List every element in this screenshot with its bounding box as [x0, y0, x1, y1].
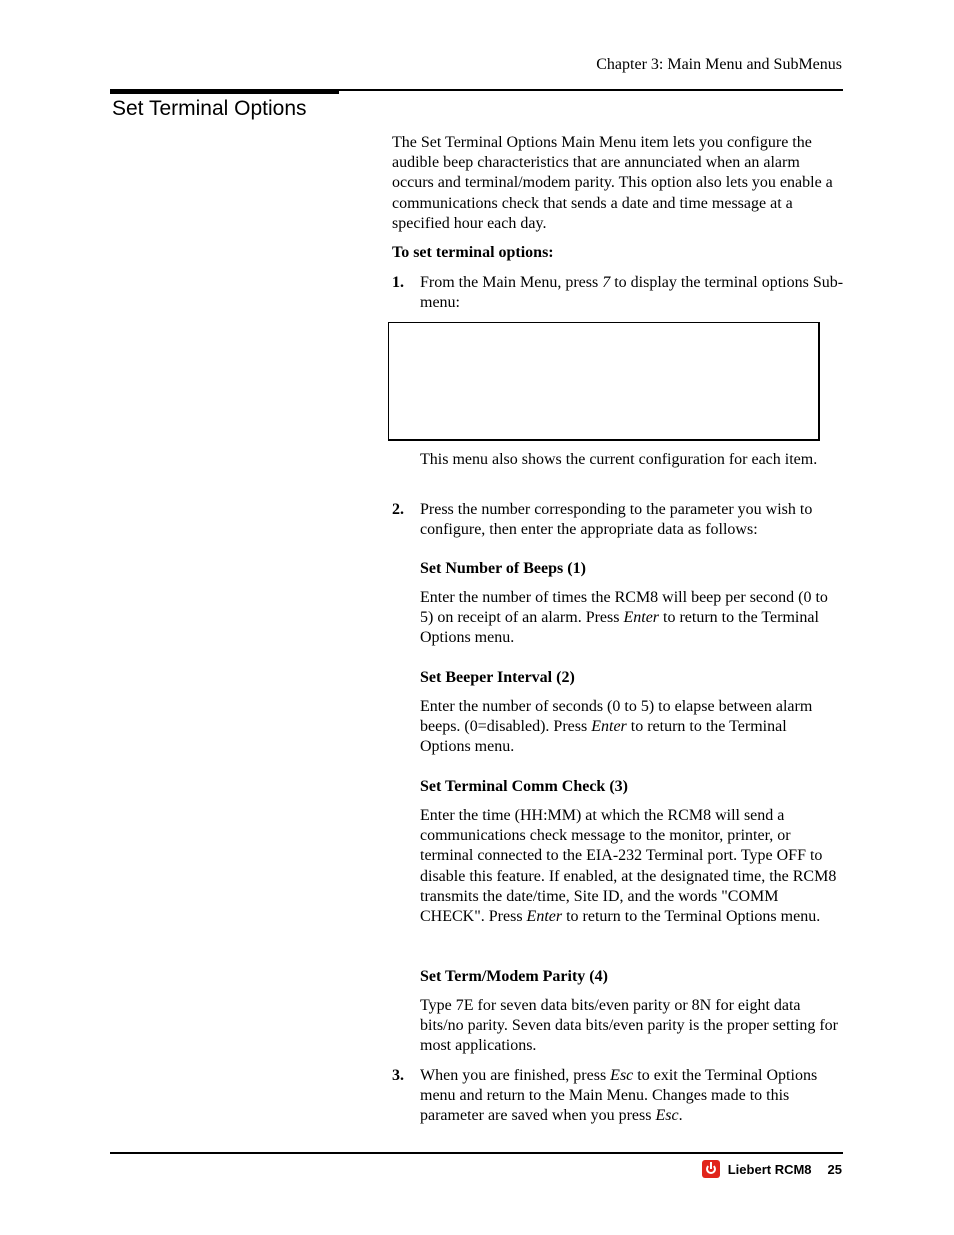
param-interval-text: Enter the number of seconds (0 to 5) to elapse between alarm beeps. (0=disabled). Press Enter to return to the Terminal Options menu. — [420, 698, 813, 756]
menu-note: This menu also shows the current configuration for each item. — [420, 451, 818, 468]
param-beeps-text: Enter the number of times the RCM8 will beep per second (0 to 5) on receipt of an alarm. Press Enter to return to the Terminal Options menu. — [420, 589, 828, 647]
step-2-number: 2. — [392, 501, 404, 518]
liebert-logo-icon — [702, 1160, 720, 1178]
intro-paragraph: The Set Terminal Options Main Menu item lets you configure the audible beep characteristics that are annunciated when an alarm occurs and terminal/modem parity. This option also lets you enable a communications check that sends a date and time message at a specified hour each day. — [392, 134, 833, 232]
param-comm-title: Set Terminal Comm Check (3) — [420, 778, 628, 795]
param-beeps-title: Set Number of Beeps (1) — [420, 560, 586, 577]
param-interval-title: Set Beeper Interval (2) — [420, 669, 575, 686]
step-1-text: From the Main Menu, press 7 to display the terminal options Sub-menu: — [420, 274, 844, 312]
header-rule-thick — [110, 89, 339, 94]
running-header: Chapter 3: Main Menu and SubMenus — [596, 56, 842, 73]
param-parity-text: Type 7E for seven data bits/even parity or 8N for eight data bits/no parity. Seven data bits/even parity is the proper setting for most applications. — [420, 997, 838, 1055]
step-3-text: When you are finished, press Esc to exit the Terminal Options menu and return to the Main Menu. Changes made to this parameter are saved when you press Esc. — [420, 1067, 818, 1125]
page-footer — [702, 1160, 842, 1178]
header-rule-thin — [339, 89, 843, 91]
step-1-number: 1. — [392, 274, 404, 291]
param-parity-title: Set Term/Modem Parity (4) — [420, 968, 608, 985]
terminal-options-menu-box — [388, 322, 820, 441]
step-2-text: Press the number corresponding to the parameter you wish to configure, then enter the appropriate data as follows: — [420, 501, 813, 539]
param-comm-text: Enter the time (HH:MM) at which the RCM8 will send a communications check message to the monitor, printer, or terminal connected to the EIA-232 Terminal port. Type OFF to disable this feature. If enabled, at the designated time, the RCM8 transmits the date/time, Site ID, and the words "COMM CHECK". Press Enter to return to the Terminal Options menu. — [420, 807, 837, 926]
section-title: Set Terminal Options — [112, 97, 307, 120]
step-3-number: 3. — [392, 1067, 404, 1084]
footer-rule — [110, 1152, 843, 1154]
procedure-heading: To set terminal options: — [392, 244, 554, 261]
page-number: 25 — [827, 1161, 842, 1177]
footer-brand: Liebert RCM8 — [727, 1161, 812, 1177]
